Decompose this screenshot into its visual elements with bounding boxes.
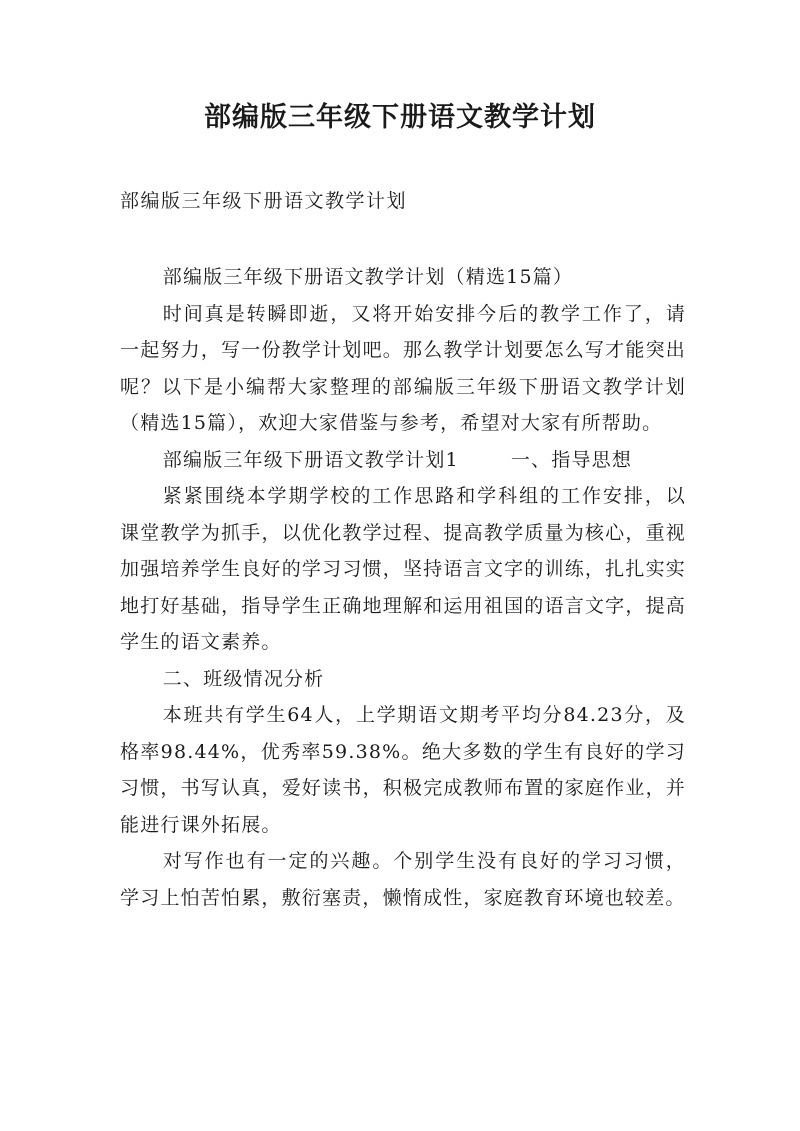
paragraph-guiding-thought: 紧紧围绕本学期学校的工作思路和学科组的工作安排，以课堂教学为抓手，以优化教学过程、提高教学质量为核心，重视加强培养学生良好的学习习惯，坚持语言文字的训练，扎扎实实地打好基础，指导学生正确地理解和运用祖国的语言文字，提高学生的语文素养。 xyxy=(120,485,686,653)
paragraph-intro: 时间真是转瞬即逝，又将开始安排今后的教学工作了，请一起努力，写一份教学计划吧。那么教学计划要怎么写才能突出呢？以下是小编帮大家整理的部编版三年级下册语文教学计划（精选15篇），欢迎大家借鉴与参考，希望对大家有所帮助。 xyxy=(120,302,686,434)
paragraph-writing-interest: 对写作也有一定的兴趣。个别学生没有良好的学习习惯，学习上怕苦怕累，敷衍塞责，懒惰成性，家庭教育环境也较差。 xyxy=(120,850,686,909)
document-title: 部编版三年级下册语文教学计划 xyxy=(204,102,596,133)
paragraph-intro-title: 部编版三年级下册语文教学计划（精选15篇） xyxy=(162,266,574,288)
document-body xyxy=(120,259,686,916)
section-subheading: 一、指导思想 xyxy=(510,448,633,471)
document-subtitle: 部编版三年级下册语文教学计划 xyxy=(120,190,408,212)
section-heading-line xyxy=(120,442,686,479)
paragraph-class-stats: 本班共有学生64人，上学期语文期考平均分84.23分，及格率98.44%，优秀率59.38%。绝大多数的学生有良好的学习习惯，书写认真，爱好读书，积极完成教师布置的家庭作业，并能进行课外拓展。 xyxy=(120,704,686,836)
section-heading: 部编版三年级下册语文教学计划1 xyxy=(162,448,459,471)
paragraph-class-analysis-heading: 二、班级情况分析 xyxy=(162,667,325,690)
